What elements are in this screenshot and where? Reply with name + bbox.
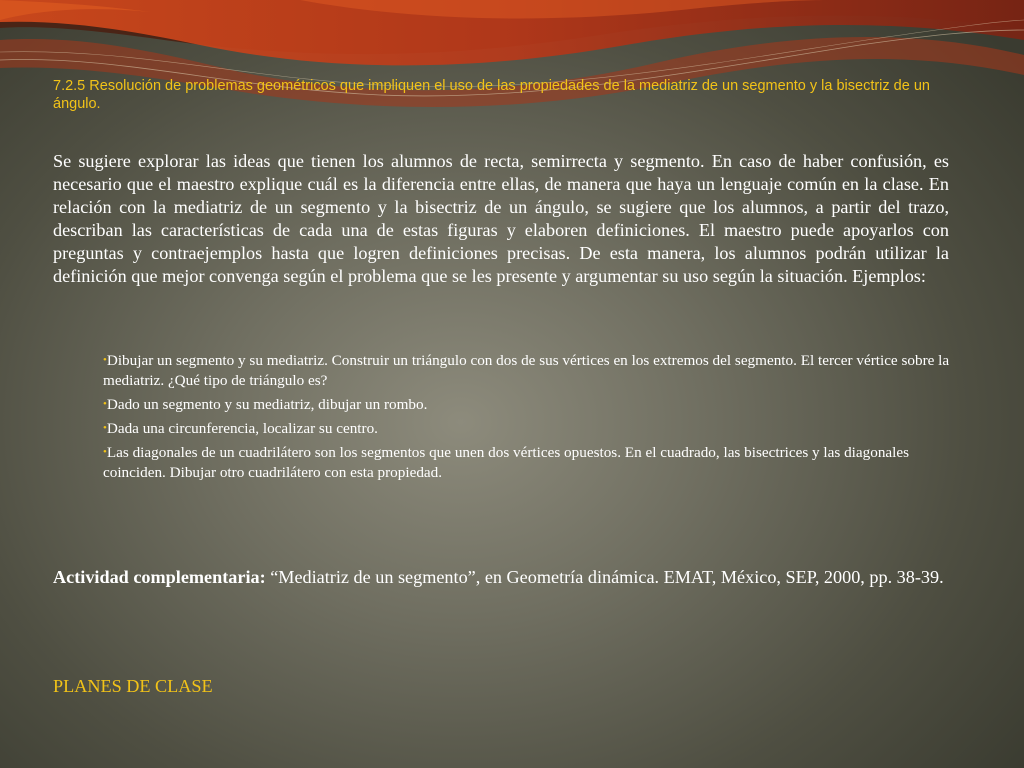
list-item <box>103 350 958 391</box>
list-item-text: Dado un segmento y su mediatriz, dibujar un rombo. <box>106 396 428 413</box>
bullet-icon: • <box>103 398 107 410</box>
examples-list <box>103 350 958 486</box>
bullet-icon: • <box>103 354 107 366</box>
bullet-icon: • <box>103 446 107 458</box>
slide-title: 7.2.5 Resolución de problemas geométricos que impliquen el uso de las propiedades de la mediatriz de un segmento y la bisectriz de un ángulo. <box>53 78 930 112</box>
list-item <box>103 442 958 483</box>
list-item-text: Las diagonales de un cuadrilátero son los segmentos que unen dos vértices opuestos. En el cuadrado, las bisectrices y las diagonales coinciden. Dibujar otro cuadrilátero con esta propiedad. <box>103 444 910 481</box>
list-item <box>103 418 958 439</box>
bullet-icon: • <box>103 422 107 434</box>
activity-reference: “Mediatriz de un segmento”, en Geometría dinámica. EMAT, México, SEP, 2000, pp. 38-39. <box>265 567 944 587</box>
lesson-plans-link[interactable]: PLANES DE CLASE <box>53 676 213 696</box>
body-paragraph: Se sugiere explorar las ideas que tienen los alumnos de recta, semirrecta y segmento. En caso de haber confusión, es necesario que el maestro explique cuál es la diferencia entre ellas, de manera que haya un lenguaje común en la clase. En relación con la mediatriz de un segmento y la bisectriz de un ángulo, se sugiere que los alumnos, a partir del trazo, describan las características de cada una de estas figuras y elaboren definiciones. El maestro puede apoyarlos con preguntas y contraejemplos hasta que logren definiciones precisas. De esta manera, los alumnos podrán utilizar la definición que mejor convenga según el problema que se les presente y argumentar su uso según la situación. Ejemplos: <box>53 151 949 286</box>
list-item <box>103 394 958 415</box>
complementary-activity <box>53 565 953 589</box>
activity-label: Actividad complementaria: <box>53 567 266 587</box>
list-item-text: Dada una circunferencia, localizar su centro. <box>106 420 378 437</box>
list-item-text: Dibujar un segmento y su mediatriz. Construir un triángulo con dos de sus vértices en los extremos del segmento. El tercer vértice sobre la mediatriz. ¿Qué tipo de triángulo es? <box>103 352 950 389</box>
